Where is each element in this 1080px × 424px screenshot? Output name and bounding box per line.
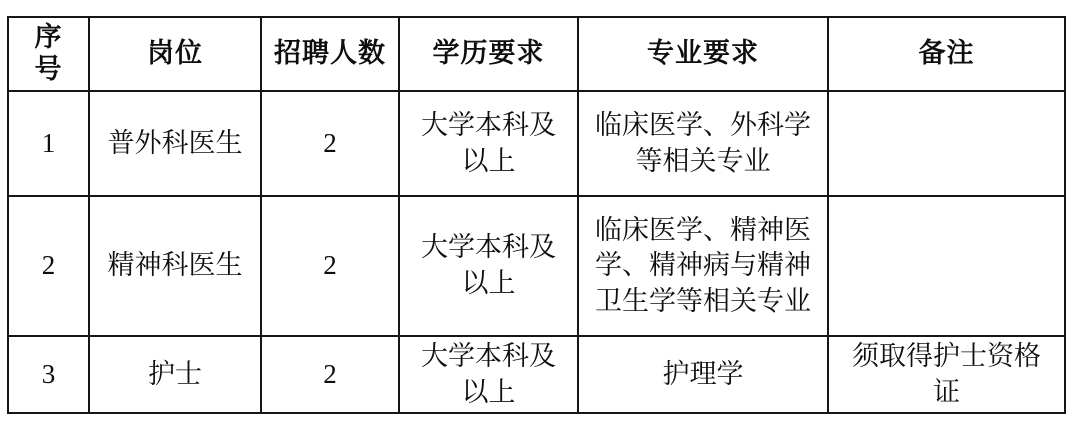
cell-gangwei: 精神科医生 bbox=[89, 196, 261, 336]
cell-zhuanye: 护理学 bbox=[578, 336, 828, 413]
cell-beizhu bbox=[828, 91, 1065, 196]
table-row bbox=[8, 336, 1065, 413]
cell-renshu: 2 bbox=[261, 336, 399, 413]
header-cell-zhuanye: 专业要求 bbox=[578, 17, 828, 91]
cell-renshu: 2 bbox=[261, 196, 399, 336]
cell-renshu: 2 bbox=[261, 91, 399, 196]
cell-xuhao: 3 bbox=[8, 336, 89, 413]
cell-beizhu: 须取得护士资格证 bbox=[828, 336, 1065, 413]
header-cell-xueli: 学历要求 bbox=[399, 17, 578, 91]
header-row bbox=[8, 17, 1065, 91]
header-cell-gangwei: 岗位 bbox=[89, 17, 261, 91]
cell-xueli: 大学本科及以上 bbox=[399, 91, 578, 196]
cell-zhuanye: 临床医学、精神医学、精神病与精神卫生学等相关专业 bbox=[578, 196, 828, 336]
table-row bbox=[8, 91, 1065, 196]
cell-xueli: 大学本科及以上 bbox=[399, 336, 578, 413]
cell-zhuanye: 临床医学、外科学等相关专业 bbox=[578, 91, 828, 196]
cell-gangwei: 护士 bbox=[89, 336, 261, 413]
header-cell-beizhu: 备注 bbox=[828, 17, 1065, 91]
header-cell-xuhao: 序号 bbox=[8, 17, 89, 91]
header-cell-renshu: 招聘人数 bbox=[261, 17, 399, 91]
cell-xuhao: 2 bbox=[8, 196, 89, 336]
table-row bbox=[8, 196, 1065, 336]
cell-gangwei: 普外科医生 bbox=[89, 91, 261, 196]
cell-beizhu bbox=[828, 196, 1065, 336]
cell-xuhao: 1 bbox=[8, 91, 89, 196]
cell-xueli: 大学本科及以上 bbox=[399, 196, 578, 336]
recruitment-table bbox=[7, 16, 1066, 414]
